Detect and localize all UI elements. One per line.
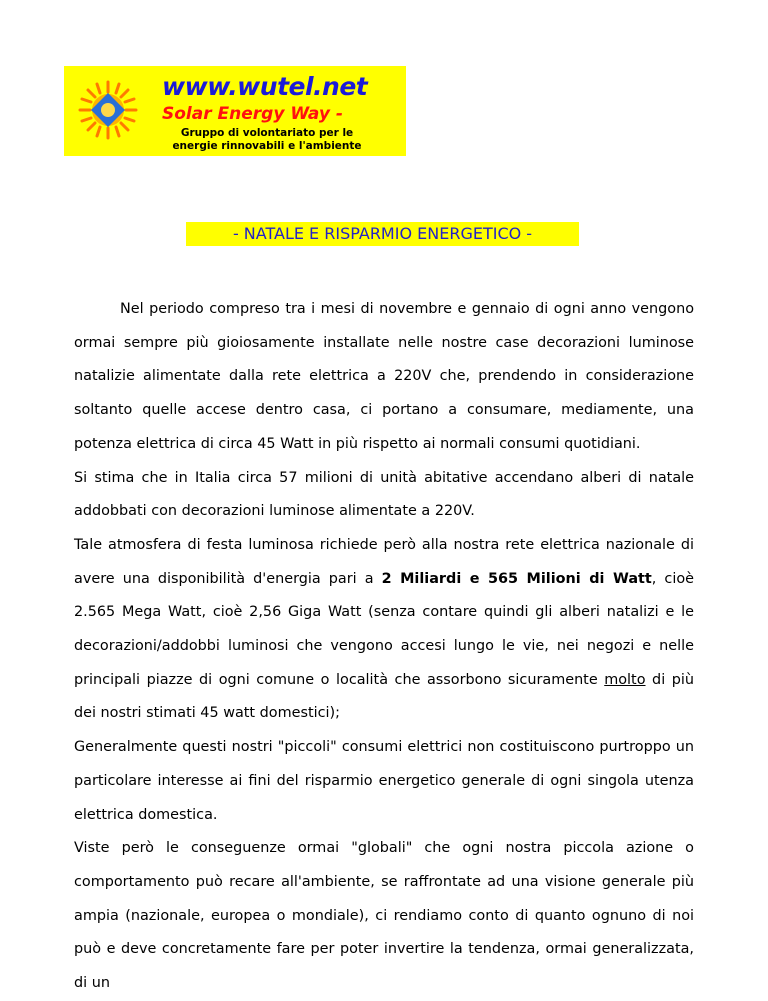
paragraph-4: Generalmente questi nostri "piccoli" consumi elettrici non costituiscono purtroppo un particolare interesse ai fini del risparmio energetico generale di ogni singola utenza elettrica domestica. [74,739,694,823]
paragraph-5: Viste però le conseguenze ormai "globali" che ogni nostra piccola azione o comportamento può recare all'ambiente, se raffrontate ad una visione generale più ampia (nazionale, europea o mondiale), ci rendiamo conto di quanto ognuno di noi può e deve concretamente fare per poter invertire la tendenza, ormai generalizzata, di un [74,840,694,992]
paragraph-3-end: di più dei nostri stimati 45 watt domestici); [74,671,694,722]
paragraph-1: Nel periodo compreso tra i mesi di novembre e gennaio di ogni anno vengono ormai sempre più gioiosamente installate nelle nostre case decorazioni luminose natalizie alimentate dalla rete elettrica a 220V che, prendendo in considerazione soltanto quelle accese dentro casa, ci portano a consumare, mediamente, una potenza elettrica di circa 45 Watt in più rispetto ai normali consumi quotidiani. [74,301,694,452]
document-body [74,293,694,1001]
paragraph-3-start: Tale atmosfera di festa luminosa richiede però alla nostra rete elettrica nazionale di avere una disponibilità d'energia pari a [74,536,694,587]
document-title: - NATALE E RISPARMIO ENERGETICO - [186,222,579,246]
paragraph-3-middle: , cioè 2.565 Mega Watt, cioè 2,56 Giga Watt (senza contare quindi gli alberi natalizi e le decorazioni/addobbi luminosi che vengono accesi lungo le vie, nei negozi e nelle principali piazze di ogni comune o località che assorbono sicuramente [74,570,695,688]
logo-group-line-2: energie rinnovabili e l'ambiente [172,140,362,152]
sun-icon [78,80,138,140]
paragraph-3-underline: molto [604,671,646,688]
logo-tagline: Solar Energy Way - [162,104,343,124]
paragraph-3-bold: 2 Miliardi e 565 Milioni di Watt [381,570,652,587]
paragraph-2: Si stima che in Italia circa 57 milioni di unità abitative accendano alberi di natale addobbati con decorazioni luminose alimentate a 220V. [74,469,694,520]
wutel-logo-banner [64,66,406,156]
logo-group-line-1: Gruppo di volontariato per le [180,127,354,139]
paragraph-3 [74,529,694,731]
logo-group-description [162,127,372,153]
site-name: www.wutel.net [162,72,368,101]
